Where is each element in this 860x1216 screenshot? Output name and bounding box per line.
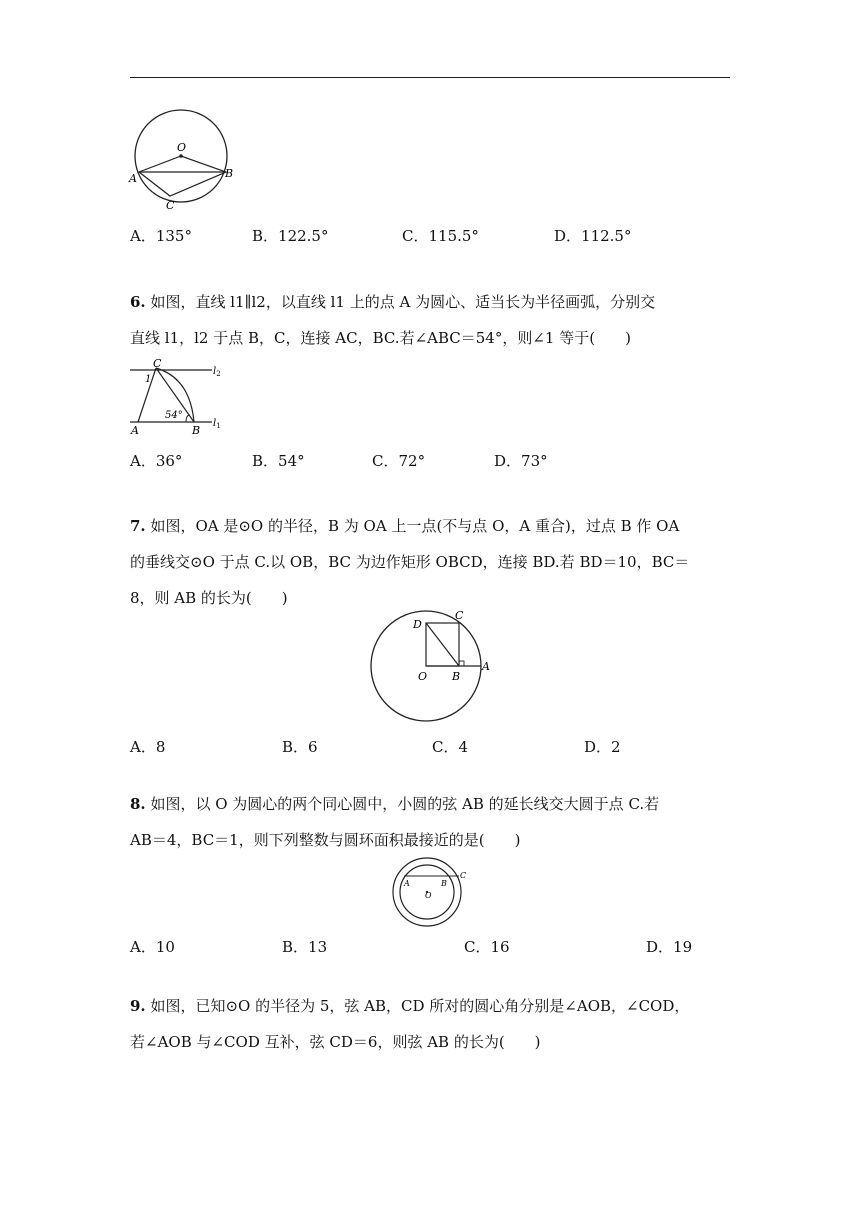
q7-label-o: O <box>418 670 428 683</box>
q8-text <box>130 786 734 858</box>
q6-option-c[interactable]: C．72° <box>372 452 426 470</box>
q6-number: 6. <box>130 293 146 311</box>
header-rule <box>130 77 730 78</box>
q7-label-c: C <box>455 609 464 622</box>
q8-line-1-text: 如图，以 O 为圆心的两个同心圆中，小圆的弦 AB 的延长线交大圆于点 C.若 <box>150 795 660 813</box>
q8-option-c[interactable]: C．16 <box>464 938 510 956</box>
q7-label-b: B <box>452 670 461 683</box>
q7-text <box>130 508 734 616</box>
q5-option-c[interactable]: C．115.5° <box>402 227 479 245</box>
q7-option-d[interactable]: D．2 <box>584 738 621 756</box>
q5-figure <box>128 102 238 214</box>
q7-option-a[interactable]: A．8 <box>130 738 166 756</box>
q5-quadrilateral <box>139 156 226 196</box>
q7-label-d: D <box>413 618 422 631</box>
q6-line-1-text: 如图，直线 l1∥l2，以直线 l1 上的点 A 为圆心、适当长为半径画弧，分别交 <box>150 293 656 311</box>
q7-diagonal-bd <box>426 623 459 666</box>
q6-text <box>130 284 734 356</box>
q8-option-d[interactable]: D．19 <box>646 938 693 956</box>
q6-label-a: A <box>131 424 139 436</box>
q5-label-b: B <box>225 167 234 180</box>
q6-line-2: 直线 l1，l2 于点 B，C，连接 AC，BC.若∠ABC＝54°，则∠1 等于( ) <box>130 329 631 347</box>
q8-label-o: O <box>425 891 432 900</box>
q8-label-a: A <box>404 879 410 888</box>
q8-line-2: AB＝4，BC＝1，则下列整数与圆环面积最接近的是( ) <box>130 831 521 849</box>
q7-label-a: A <box>482 660 490 673</box>
q8-option-b[interactable]: B．13 <box>282 938 328 956</box>
q8-label-c: C <box>460 871 467 880</box>
q6-figure <box>128 358 228 436</box>
q6-label-l2: $l_2$ <box>213 366 221 378</box>
q9-number: 9. <box>130 997 146 1015</box>
q6-label-54: 54° <box>165 410 183 421</box>
q5-label-o: O <box>177 141 187 154</box>
q5-label-a: A <box>129 172 137 185</box>
q7-number: 7. <box>130 517 146 535</box>
q8-label-b: B <box>441 879 447 888</box>
q8-option-a[interactable]: A．10 <box>130 938 175 956</box>
q8-line-1 <box>130 786 734 822</box>
q8-number: 8. <box>130 795 146 813</box>
q7-option-c[interactable]: C．4 <box>432 738 469 756</box>
q6-option-d[interactable]: D．73° <box>494 452 548 470</box>
q9-line-1-text: 如图，已知⊙O 的半径为 5，弦 AB，CD 所对的圆心角分别是∠AOB，∠COD， <box>150 997 690 1015</box>
q6-option-a[interactable]: A．36° <box>130 452 183 470</box>
q9-line-1 <box>130 988 734 1024</box>
q7-line-2: 的垂线交⊙O 于点 C.以 OB，BC 为边作矩形 OBCD，连接 BD.若 BD＝10，BC＝ <box>130 553 690 571</box>
q6-label-1: 1 <box>145 374 152 385</box>
q6-label-c: C <box>153 358 162 370</box>
q7-right-angle-mark <box>459 661 464 666</box>
q6-label-b: B <box>192 424 201 436</box>
q7-line-1 <box>130 508 734 544</box>
q7-line-1-text: 如图，OA 是⊙O 的半径，B 为 OA 上一点(不与点 O，A 重合)，过点 B 作 OA <box>150 517 680 535</box>
q6-label-l1: $l_1$ <box>213 418 221 430</box>
q5-label-c: C <box>166 199 175 212</box>
q7-figure <box>368 608 498 724</box>
q9-line-2: 若∠AOB 与∠COD 互补，弦 CD＝6，则弦 AB 的长为( ) <box>130 1033 541 1051</box>
q5-center-dot <box>179 154 183 158</box>
q8-figure <box>388 856 472 928</box>
q5-option-b[interactable]: B．122.5° <box>252 227 329 245</box>
q5-option-d[interactable]: D．112.5° <box>554 227 632 245</box>
q6-option-b[interactable]: B．54° <box>252 452 305 470</box>
q5-option-a[interactable]: A．135° <box>130 227 192 245</box>
q7-line-3: 8，则 AB 的长为( ) <box>130 589 288 607</box>
q9-text <box>130 988 734 1060</box>
q6-line-1 <box>130 284 734 320</box>
q7-option-b[interactable]: B．6 <box>282 738 318 756</box>
